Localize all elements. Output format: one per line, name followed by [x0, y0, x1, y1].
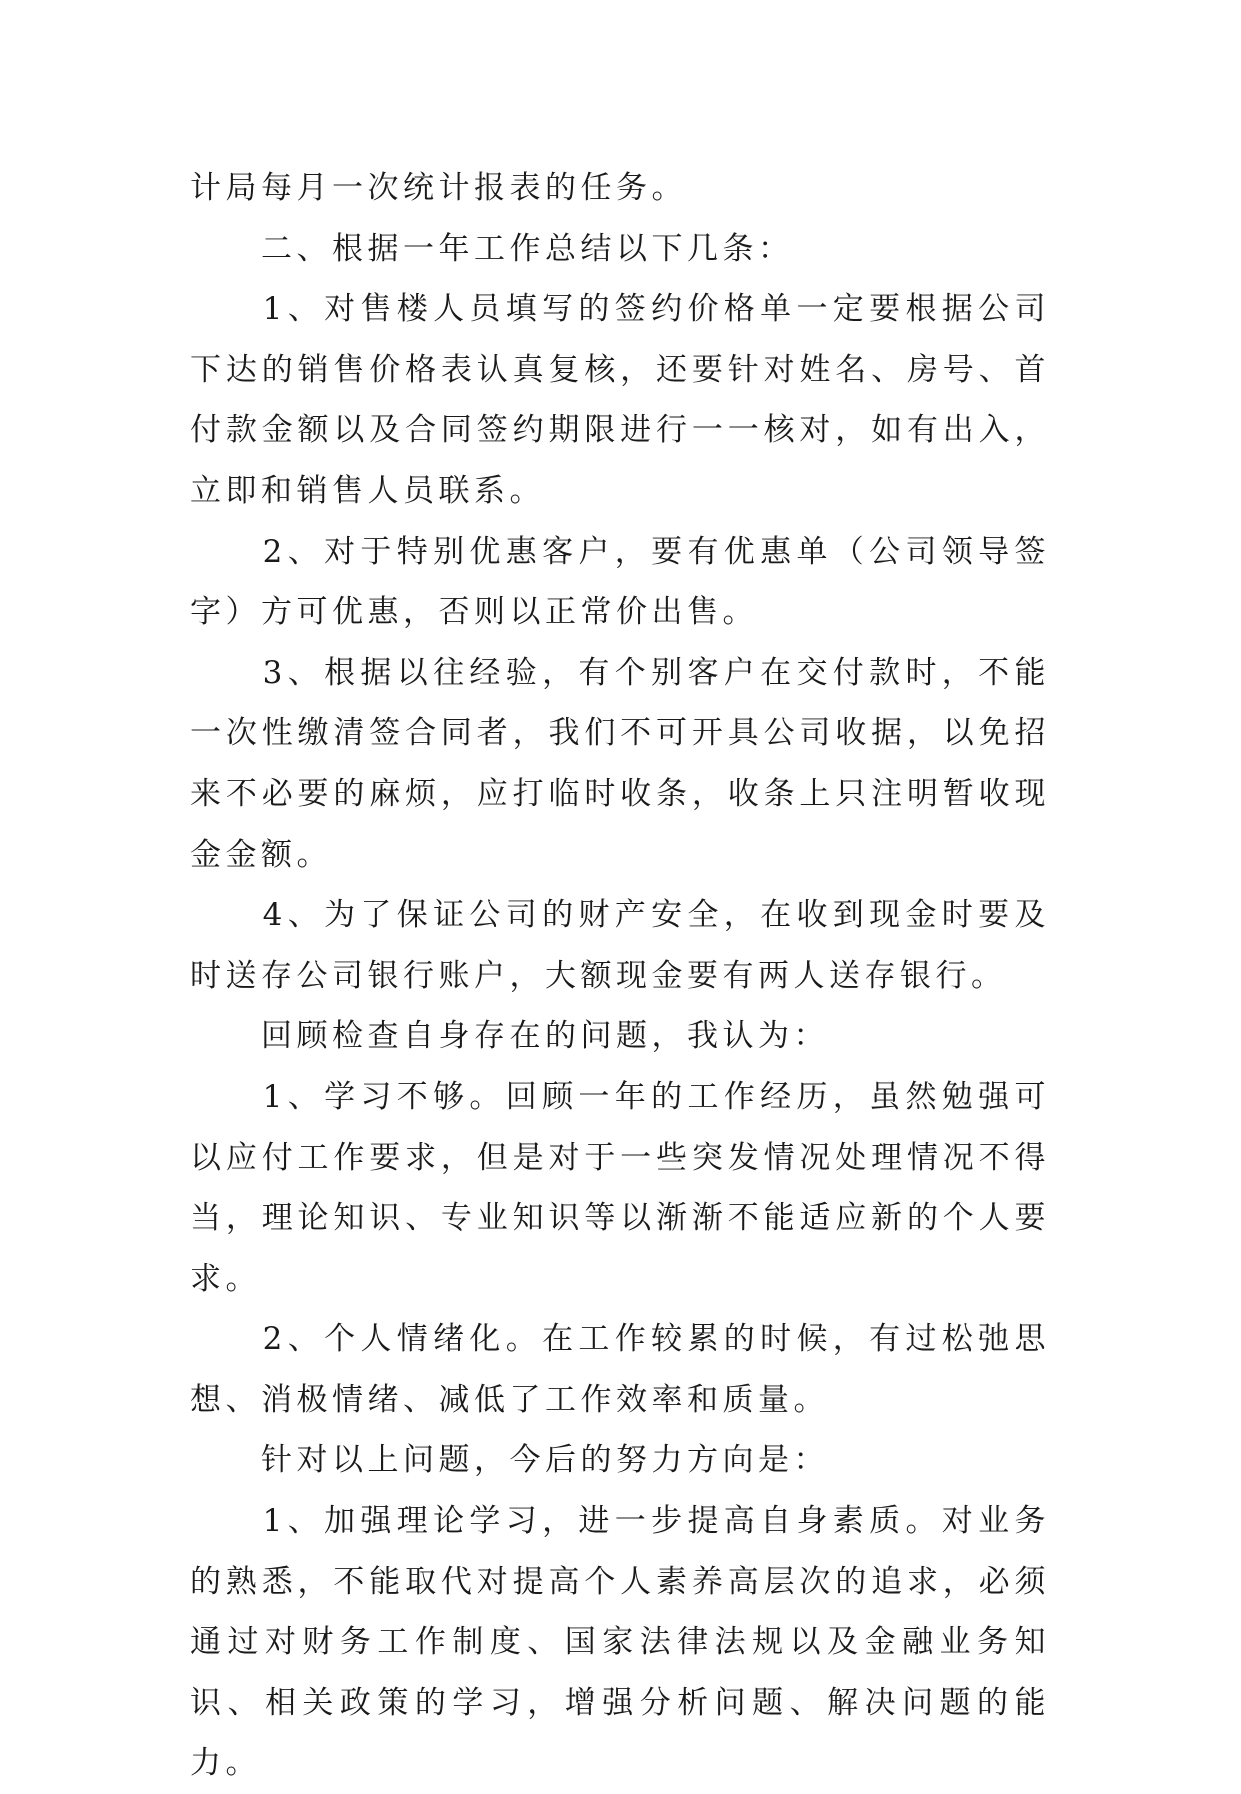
- paragraph-direction-intro: 针对以上问题，今后的努力方向是：: [190, 1442, 829, 1479]
- paragraph-item-3: 3、根据以往经验，有个别客户在交付款时，不能一次性缴清签合同者，我们不可开具公司收据，以免招来不必要的麻烦，应打临时收条，收条上只注明暂收现金金额。: [190, 654, 1050, 873]
- paragraph-problem-1: 1、学习不够。回顾一年的工作经历，虽然勉强可以应付工作要求，但是对于一些突发情况处理情况不得当，理论知识、专业知识等以渐渐不能适应新的个人要求。: [190, 1078, 1050, 1297]
- paragraph-section-heading: 二、根据一年工作总结以下几条：: [190, 230, 794, 267]
- paragraph-item-2: 2、对于特别优惠客户，要有优惠单（公司领导签字）方可优惠，否则以正常价出售。: [190, 533, 1050, 631]
- paragraph-problems-intro: 回顾检查自身存在的问题，我认为：: [190, 1018, 829, 1055]
- paragraph-direction-1: 1、加强理论学习，进一步提高自身素质。对业务的熟悉，不能取代对提高个人素养高层次的追求，必须通过对财务工作制度、国家法律法规以及金融业务知识、相关政策的学习，增强分析问题、解决问题的能力。: [190, 1503, 1050, 1782]
- document-body: [190, 158, 1050, 1794]
- paragraph-continuation: 计局每月一次统计报表的任务。: [190, 170, 687, 206]
- paragraph-item-1: 1、对售楼人员填写的签约价格单一定要根据公司下达的销售价格表认真复核，还要针对姓名、房号、首付款金额以及合同签约期限进行一一核对，如有出入，立即和销售人员联系。: [190, 291, 1050, 509]
- paragraph-problem-2: 2、个人情绪化。在工作较累的时候，有过松弛思想、消极情绪、减低了工作效率和质量。: [190, 1321, 1050, 1418]
- paragraph-item-4: 4、为了保证公司的财产安全，在收到现金时要及时送存公司银行账户，大额现金要有两人送存银行。: [190, 897, 1050, 994]
